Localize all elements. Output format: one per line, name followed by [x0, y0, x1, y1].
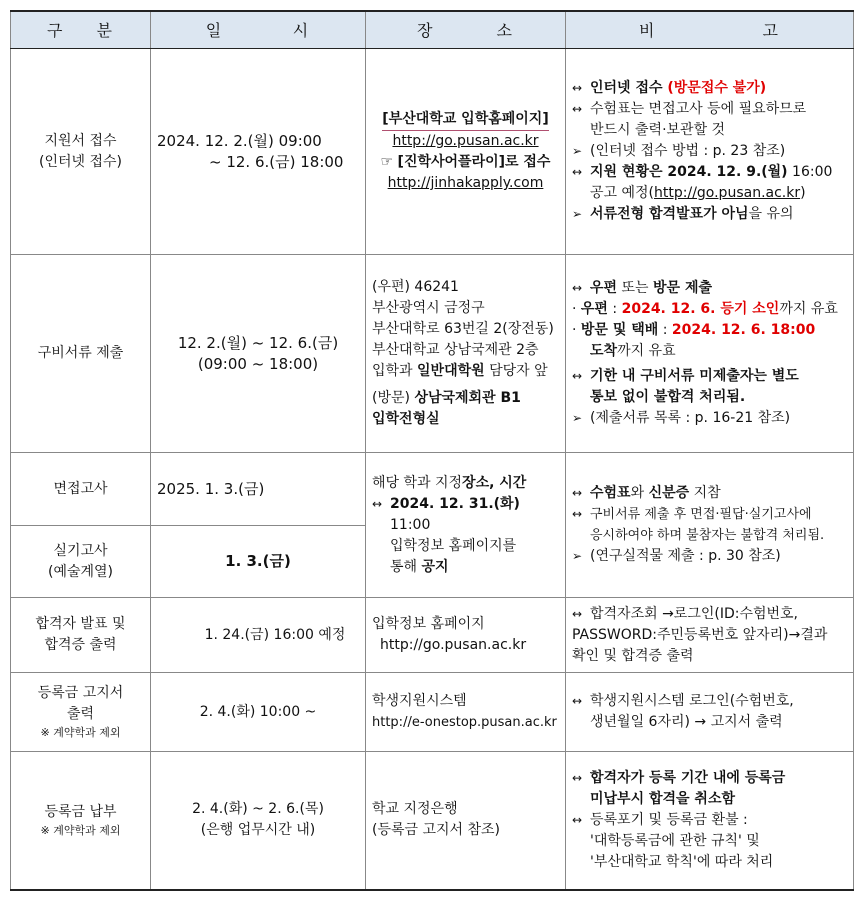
table-row: [11, 255, 854, 453]
date-cell: 2024. 12. 2.(월) 09:00 ~ 12. 6.(금) 18:00: [151, 49, 366, 255]
bullet-icon: ↔: [572, 369, 583, 383]
arrow-icon: ➢: [572, 144, 583, 158]
remarks-cell: ↔ 합격자가 등록 기간 내에 등록금 미납부시 합격을 취소함 ↔ 등록포기 및 등록금 환불 : '대학등록금에 관한 규칙' 및 '부산대학교 학칙'에 따라 처리: [566, 752, 854, 890]
category-cell: 합격자 발표 및 합격증 출력: [11, 598, 151, 673]
header-location: 장 소: [366, 11, 566, 49]
category-cell: 지원서 접수 (인터넷 접수): [11, 49, 151, 255]
arrow-icon: ➢: [572, 207, 583, 221]
category-cell: 실기고사 (예술계열): [11, 526, 151, 598]
table-row: [11, 453, 854, 526]
date-cell: 2. 4.(화) 10:00 ~: [151, 673, 366, 752]
remarks-cell: ↔ 우편 또는 방문 제출 · 우편 : 2024. 12. 6. 등기 소인까지 유효 · 방문 및 택배 : 2024. 12. 6. 18:00 도착까지 유효 ↔ 기한 내 구비서류 미제출자는 별도 통보 없이 불합격 처리됨. ➢ (제출서류 목록 : p. 16-21 참조): [566, 255, 854, 453]
place-cell: 학생지원시스템 http://e-onestop.pusan.ac.kr: [366, 673, 566, 752]
bullet-icon: ↔: [572, 81, 583, 95]
bullet-icon: ↔: [572, 694, 583, 708]
place-cell: 해당 학과 지정장소, 시간 ↔ 2024. 12. 31.(화) 11:00 입학정보 홈페이지를 통해 공지: [366, 453, 566, 598]
bullet-icon: ↔: [572, 165, 583, 179]
date-cell: 2025. 1. 3.(금): [151, 453, 366, 526]
table-row: [11, 673, 854, 752]
date-cell: 12. 2.(월) ~ 12. 6.(금) (09:00 ~ 18:00): [151, 255, 366, 453]
category-cell: 구비서류 제출: [11, 255, 151, 453]
bullet-icon: ↔: [572, 507, 583, 521]
jinhakapply-link[interactable]: http://jinhakapply.com: [387, 175, 544, 191]
homepage-link[interactable]: http://go.pusan.ac.kr: [392, 133, 539, 149]
date-cell: 1. 24.(금) 16:00 예정: [151, 598, 366, 673]
date-cell: 2. 4.(화) ~ 2. 6.(목) (은행 업무시간 내): [151, 752, 366, 890]
status-link[interactable]: http://go.pusan.ac.kr: [654, 185, 801, 201]
header-datetime: 일 시: [151, 11, 366, 49]
remarks-cell: ↔ 학생지원시스템 로그인(수험번호, 생년월일 6자리) → 고지서 출력: [566, 673, 854, 752]
header-category: 구 분: [11, 11, 151, 49]
table-row: [11, 598, 854, 673]
bullet-icon: ↔: [572, 770, 583, 785]
category-cell: 등록금 고지서 출력 ※ 계약학과 제외: [11, 673, 151, 752]
table-row: [11, 49, 854, 255]
remarks-cell: ↔ 수험표와 신분증 지참 ↔ 구비서류 제출 후 면접·필답·실기고사에 응시하여야 하며 불참자는 불합격 처리됨. ➢ (연구실적물 제출 : p. 30 참조): [566, 453, 854, 598]
bullet-icon: ↔: [572, 102, 583, 116]
bullet-icon: ↔: [372, 496, 383, 511]
bullet-icon: ↔: [572, 281, 583, 295]
bullet-icon: ↔: [572, 606, 583, 621]
table-header-row: [11, 11, 854, 49]
bullet-icon: ↔: [572, 486, 583, 500]
category-cell: 면접고사: [11, 453, 151, 526]
arrow-icon: ➢: [572, 549, 583, 563]
arrow-icon: ➢: [572, 411, 583, 425]
date-cell: 1. 3.(금): [151, 526, 366, 598]
header-remarks: 비 고: [566, 11, 854, 49]
remarks-cell: ↔ 인터넷 접수 (방문접수 불가) ↔ 수험표는 면접고사 등에 필요하므로 반드시 출력·보관할 것 ➢ (인터넷 접수 방법 : p. 23 참조) ↔ 지원 현황은 2024. 12. 9.(월) 16:00 공고 예정(http://go.pusan.ac.kr) ➢ 서류전형 합격발표가 아님을 유의: [566, 49, 854, 255]
place-cell: (우편) 46241 부산광역시 금정구 부산대학로 63번길 2(장전동) 부산대학교 상남국제관 2층 입학과 일반대학원 담당자 앞 (방문) 상남국제회관 B1 입학전형실: [366, 255, 566, 453]
bullet-icon: ↔: [572, 812, 583, 827]
category-cell: 등록금 납부 ※ 계약학과 제외: [11, 752, 151, 890]
remarks-cell: ↔ 합격자조회 →로그인(ID:수험번호, PASSWORD:주민등록번호 앞자리)→결과 확인 및 합격증 출력: [566, 598, 854, 673]
place-cell: 입학정보 홈페이지 http://go.pusan.ac.kr: [366, 598, 566, 673]
place-cell: 학교 지정은행 (등록금 고지서 참조): [366, 752, 566, 890]
table-row: [11, 752, 854, 890]
admission-schedule-table: [10, 10, 854, 891]
place-cell: [부산대학교 입학홈페이지] http://go.pusan.ac.kr ☞ [진학사어플라이]로 접수 http://jinhakapply.com: [366, 49, 566, 255]
pointer-icon: ☞: [380, 154, 394, 170]
